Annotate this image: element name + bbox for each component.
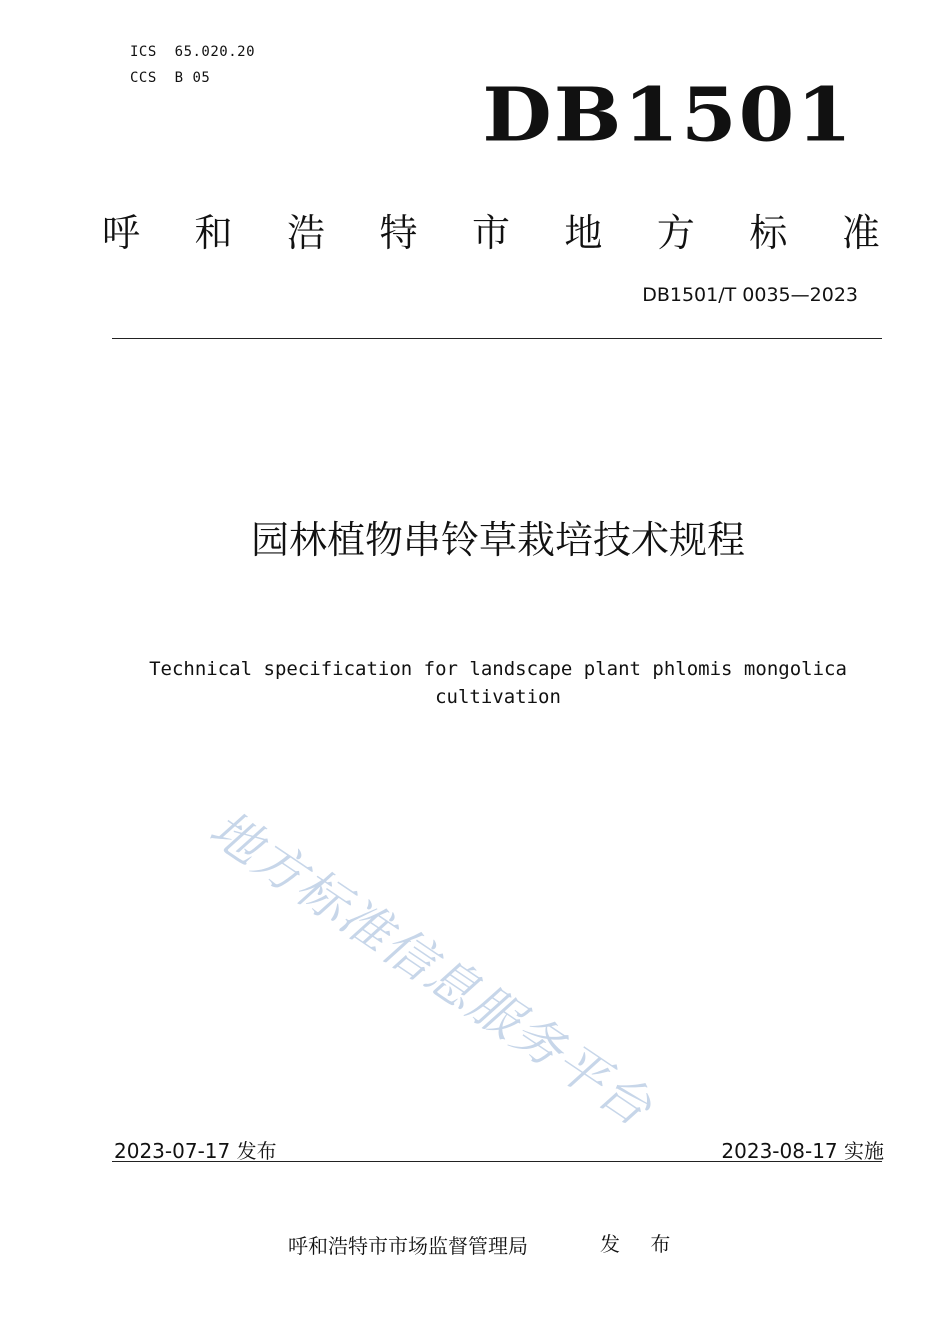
english-title-line-1: Technical specification for landscape plant phlomis mongolica bbox=[149, 658, 847, 680]
standard-type-char: 特 bbox=[379, 211, 418, 255]
standard-type-char: 市 bbox=[471, 211, 510, 255]
standard-number: DB1501/T 0035—2023 bbox=[642, 284, 858, 306]
standard-type-heading bbox=[102, 211, 880, 255]
english-title-line-2: cultivation bbox=[435, 686, 561, 708]
standard-type-char: 方 bbox=[656, 211, 695, 255]
document-title-english bbox=[140, 655, 856, 711]
date-divider bbox=[112, 1161, 882, 1162]
db-code-logo: DB1501 bbox=[482, 71, 854, 159]
implementation-date: 2023-08-17 实施 bbox=[721, 1139, 884, 1163]
standard-type-char: 地 bbox=[564, 211, 603, 255]
standard-type-char: 呼 bbox=[102, 211, 141, 255]
publish-label: 发 布 bbox=[600, 1232, 683, 1256]
standard-type-char: 和 bbox=[194, 211, 233, 255]
document-title-chinese: 园林植物串铃草栽培技术规程 bbox=[250, 518, 745, 562]
ccs-code: CCS B 05 bbox=[130, 70, 211, 86]
standard-type-char: 准 bbox=[841, 211, 880, 255]
issue-date: 2023-07-17 发布 bbox=[114, 1139, 277, 1163]
publisher-name: 呼和浩特市市场监督管理局 bbox=[288, 1234, 528, 1258]
watermark: 地方标准信息服务平台 bbox=[199, 799, 663, 1138]
ics-code: ICS 65.020.20 bbox=[130, 44, 256, 60]
standard-type-char: 标 bbox=[749, 211, 788, 255]
standard-type-char: 浩 bbox=[286, 211, 325, 255]
header-divider bbox=[112, 338, 882, 339]
